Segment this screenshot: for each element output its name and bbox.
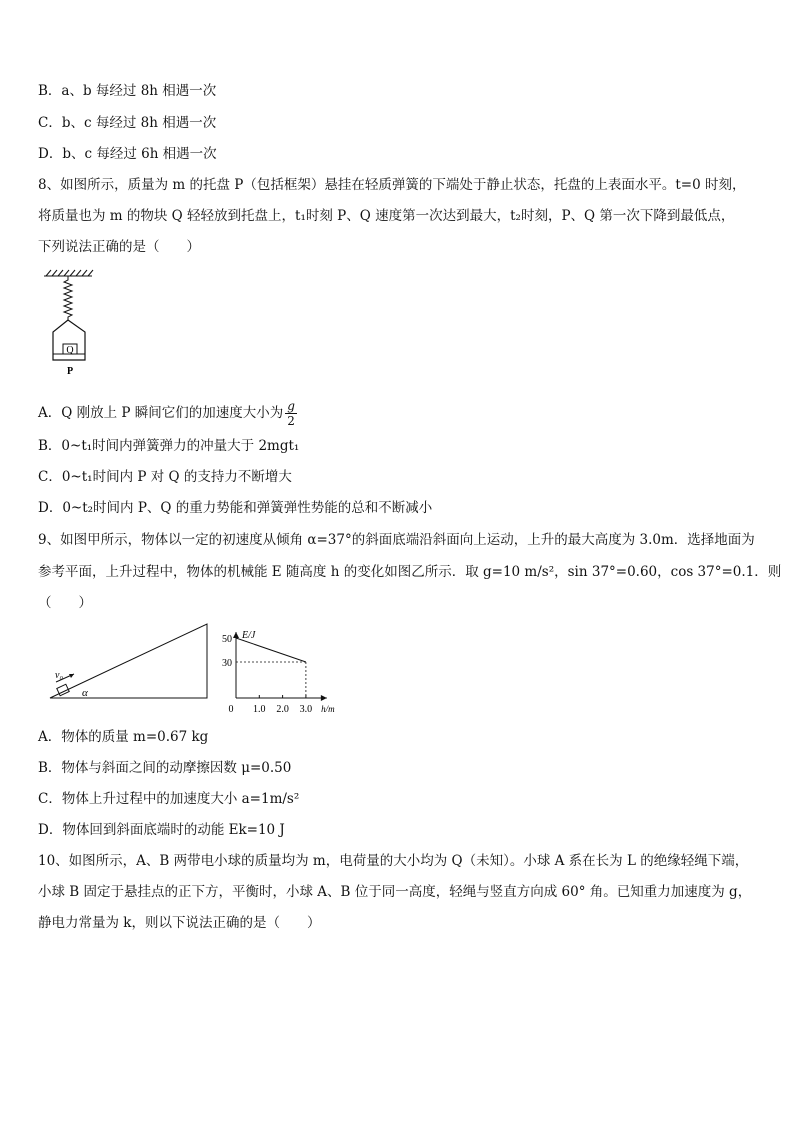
q8-stem-line-1: 8、如图所示，质量为 m 的托盘 P（包括框架）悬挂在轻质弹簧的下端处于静止状态，托盘的上表面水平。t=0 时刻， (38, 177, 746, 193)
q9-option-a: A．物体的质量 m=0.67 kg (38, 729, 209, 745)
g-over-2-fraction (285, 399, 297, 428)
x-tick-label: 2.0 (276, 704, 289, 715)
q8-option-b: B．0~t₁时间内弹簧弹力的冲量大于 2mgt₁ (38, 438, 300, 454)
q9-stem-line-3: （ ） (38, 595, 92, 611)
q8-option-a (38, 399, 297, 428)
energy-height-chart (222, 630, 335, 715)
q9-option-b: B．物体与斜面之间的动摩擦因数 μ=0.50 (38, 760, 292, 776)
v0-label: v₀ (55, 670, 63, 681)
spring-tray-figure (40, 266, 100, 381)
q9-stem-line-1: 9、如图甲所示，物体以一定的初速度从倾角 α=37°的斜面底端沿斜面向上运动，上升的最大高度为 3.0m．选择地面为 (38, 532, 755, 548)
y-tick-label: 30 (222, 658, 232, 669)
x-axis-arrow (321, 695, 327, 701)
prev-option-d: D．b、c 每经过 6h 相遇一次 (38, 146, 217, 162)
q10-stem-line-2: 小球 B 固定于悬挂点的正下方，平衡时，小球 A、B 位于同一高度，轻绳与竖直方向成 60° 角。已知重力加速度为 g， (38, 884, 752, 900)
x-tick-label: 1.0 (253, 704, 266, 715)
x-axis-label: h/m (321, 704, 335, 714)
q10-stem-line-1: 10、如图所示，A、B 两带电小球的质量均为 m，电荷量的大小均为 Q（未知）。小球 A 系在长为 L 的绝缘轻绳下端， (38, 853, 749, 869)
spring (64, 276, 72, 320)
q9-option-c: C．物体上升过程中的加速度大小 a=1m/s² (38, 791, 300, 807)
q8-option-c: C．0~t₁时间内 P 对 Q 的支持力不断增大 (38, 469, 292, 485)
incline (50, 624, 207, 698)
energy-series-line (236, 638, 306, 662)
block-q-label: Q (66, 345, 74, 356)
q8-stem-line-2: 将质量也为 m 的物块 Q 轻轻放到托盘上，t₁时刻 P、Q 速度第一次达到最大，t₂时刻，P、Q 第一次下降到最低点， (38, 208, 735, 224)
q9-option-d: D．物体回到斜面底端时的动能 Ek=10 J (38, 822, 285, 838)
y-axis-arrow (233, 632, 239, 638)
ceiling-hatch (44, 270, 93, 276)
fraction-denominator: 2 (287, 414, 295, 428)
x-tick-label: 3.0 (299, 704, 313, 715)
tray-p-label: P (66, 366, 74, 377)
q8-stem-line-3: 下列说法正确的是（ ） (38, 239, 200, 255)
q8-option-a-text: A．Q 刚放上 P 瞬间它们的加速度大小为 (38, 405, 284, 421)
q9-figures (44, 622, 374, 722)
alpha-label: α (82, 687, 88, 699)
y-tick-label: 50 (222, 634, 232, 645)
q9-stem-line-2: 参考平面，上升过程中，物体的机械能 E 随高度 h 的变化如图乙所示．取 g=10 m/s²，sin 37°=0.60，cos 37°=0.1．则 (38, 564, 782, 580)
prev-option-c: C．b、c 每经过 8h 相遇一次 (38, 115, 217, 131)
prev-option-b: B．a、b 每经过 8h 相遇一次 (38, 83, 217, 99)
q10-stem-line-3: 静电力常量为 k，则以下说法正确的是（ ） (38, 915, 321, 931)
q8-option-d: D．0~t₂时间内 P、Q 的重力势能和弹簧弹性势能的总和不断减小 (38, 500, 433, 516)
fraction-numerator: g (287, 399, 295, 413)
x-tick-label: 0 (228, 704, 234, 715)
y-axis-label: E/J (242, 630, 256, 641)
